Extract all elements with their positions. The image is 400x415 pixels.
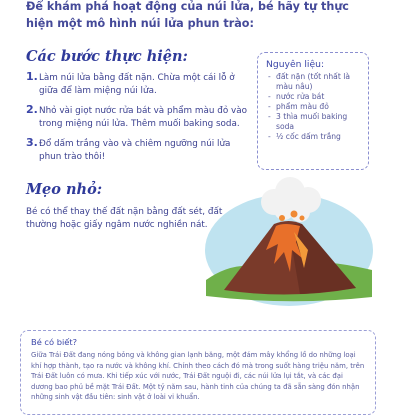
ingredient-item: - nước rửa bát bbox=[266, 92, 360, 102]
step-item bbox=[26, 105, 251, 130]
steps-list bbox=[26, 72, 251, 171]
did-you-know-text: Giữa Trái Đất đang nóng bỏng và không gian lạnh băng, một đám mây khổng lồ do những loại khí hợp thành, tạo ra nước và không khí. Chính theo cách đó mà trong suốt hàng triệu năm, trên Trái Đất luôn có mưa. Khi tiếp xúc với nước, Trái Đất nguội đi, các núi lửa lụi tắt, và các đại dương bao phủ bề mặt Trái Đất. Một tỷ năm sau, hành tinh của chúng ta đã sẵn sàng đón nhận những sinh vật đầu tiên: sinh vật ở loài vi khuẩn. bbox=[31, 351, 365, 401]
step-text: Đổ dấm trắng vào và chiêm ngưỡng núi lửa phun trào thôi! bbox=[39, 139, 231, 162]
tip-text: Bé có thể thay thế đất nặn bằng đất sét, đất thường hoặc giấy ngâm nước nghiền nát. bbox=[26, 207, 223, 230]
ingredients-heading: Nguyên liệu: bbox=[266, 59, 325, 70]
did-you-know-box bbox=[20, 330, 376, 415]
step-number: 3. bbox=[26, 136, 38, 149]
volcano-illustration bbox=[204, 172, 374, 307]
intro-text: Để khám phá hoạt động của núi lửa, bé hãy tự thực hiện một mô hình núi lửa phun trào: bbox=[26, 0, 349, 30]
step-item bbox=[26, 72, 251, 97]
ingredient-item: - 3 thìa muối baking soda bbox=[266, 112, 360, 132]
step-number: 2. bbox=[26, 103, 38, 116]
step-item bbox=[26, 138, 251, 163]
ingredient-item: - đất nặn (tốt nhất là màu nâu) bbox=[266, 72, 360, 92]
step-text: Làm núi lửa bằng đất nặn. Chừa một cái lỗ ở giữa để làm miệng núi lửa. bbox=[39, 73, 235, 96]
ingredient-item: - ½ cốc dấm trắng bbox=[266, 132, 360, 142]
tip-heading: Mẹo nhỏ: bbox=[26, 181, 103, 198]
ingredient-item: - phẩm màu đỏ bbox=[266, 102, 360, 112]
step-number: 1. bbox=[26, 70, 38, 83]
ingredients-list bbox=[266, 72, 360, 142]
ingredients-box bbox=[257, 52, 369, 170]
steps-heading: Các bước thực hiện: bbox=[26, 48, 188, 65]
step-text: Nhỏ vài giọt nước rửa bát và phẩm màu đỏ vào trong miệng núi lửa. Thêm muối baking soda. bbox=[39, 106, 247, 129]
did-you-know-heading: Bé có biết? bbox=[31, 337, 78, 347]
